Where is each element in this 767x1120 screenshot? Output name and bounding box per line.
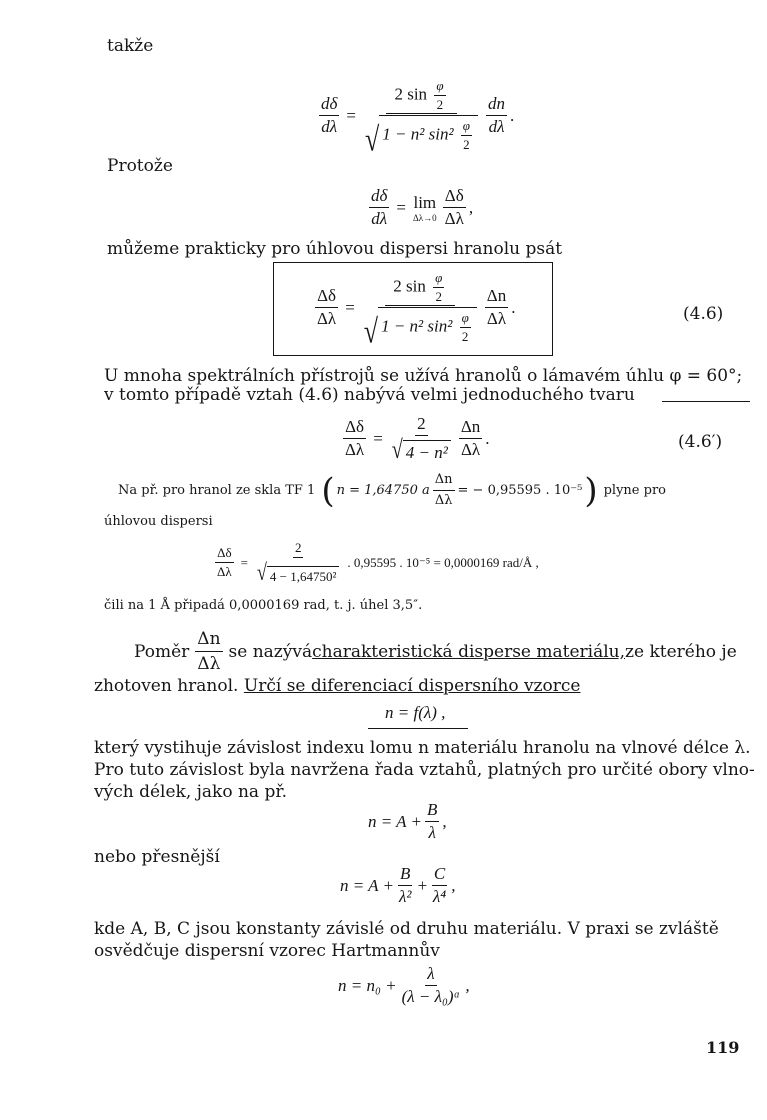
equation-1: $\frac{d\delta}{d\lambda}$ = 2 sin $\frac{\varphi}{2}$ √ 1 − n² sin² $\frac{\varphi}{2}$ $\frac{dn}{d\lambda}$ . <box>321 78 515 159</box>
equation-5: $\frac{\Delta\delta}{\Delta\lambda}$ = 2 √ 4 − 1,64750² . 0,95595 . 10⁻⁵ = 0,0000169 rad/Å , <box>217 540 539 585</box>
equation-9: n = n₀ + $\frac{\lambda}{\text{(λ − λ₀)ᵅ}}$ , <box>338 964 470 1006</box>
margin-mark-line <box>662 401 750 402</box>
text-na-pr-line: Na př. pro hranol ze skla TF 1 ( n = 1,64750 a $\frac{\Delta n}{\Delta\lambda}$ = − 0,95595 . 10⁻⁵ ) plyne pro <box>118 470 666 511</box>
equation-6-underline <box>368 728 468 729</box>
text-protoze: Protože <box>107 156 173 176</box>
equation-7: n = A + $\frac{B}{\lambda}$ , <box>368 800 447 842</box>
text-ktery-line2: Pro tuto závislost byla navržena řada vztahů, platných pro určité obory vlno- <box>94 760 755 780</box>
text-uhlovou: úhlovou dispersi <box>104 514 213 529</box>
eq1-sqrt: √ 1 − n² sin² $\frac{\varphi}{2}$ <box>365 115 478 153</box>
equation-4: $\frac{\Delta\delta}{\Delta\lambda}$ = 2 √ 4 − n² $\frac{\Delta n}{\Delta\lambda}$ . <box>345 414 490 465</box>
text-ktery-line3: vých délek, jako na př. <box>94 782 288 802</box>
text-u-mnoha-line1: U mnoha spektrálních přístrojů se užívá hranolů o lámavém úhlu φ = 60°; <box>104 366 743 386</box>
text-cili: čili na 1 Å připadá 0,0000169 rad, t. j. úhel 3,5″. <box>104 598 423 613</box>
equation-8: n = A + $\frac{B}{\text{λ²}}$ + $\frac{C}{\text{λ⁴}}$ , <box>340 864 456 906</box>
equation-3-label: (4.6) <box>683 304 724 324</box>
eq1-rhs-fraction: $\frac{dn}{d\lambda}$ <box>488 94 505 136</box>
text-u-mnoha-line2: v tomto případě vztah (4.6) nabývá velmi jednoduchého tvaru <box>104 385 635 405</box>
pomer-fraction: $\frac{\Delta n}{\Delta\lambda}$ <box>197 629 221 674</box>
text-nebo: nebo přesnější <box>94 847 220 867</box>
equation-3: $\frac{\Delta\delta}{\Delta\lambda}$ = 2 sin $\frac{\varphi}{2}$ √ 1 − n² sin² $\frac{\varphi}{2}$ $\frac{\Delta n}{\Delta\lambda}$ . <box>317 270 516 351</box>
text-kde-line2: osvědčuje dispersní vzorec Hartmannův <box>94 941 440 961</box>
equation-4-label: (4.6′) <box>678 432 723 452</box>
equation-2: $\frac{d\delta}{d\lambda}$ = lim Δλ→0 $\frac{\Delta\delta}{\Delta\lambda}$ , <box>371 186 474 228</box>
page-number: 119 <box>706 1038 740 1057</box>
text-zhotoven-line: zhotoven hranol. Určí se diferenciací dispersního vzorce <box>94 676 581 696</box>
text-muzeme: můžeme prakticky pro úhlovou dispersi hranolu psát <box>107 239 563 259</box>
eq2-limit: lim Δλ→0 <box>413 192 437 223</box>
eq1-main-fraction: 2 sin $\frac{\varphi}{2}$ √ 1 − n² sin² $\frac{\varphi}{2}$ <box>363 78 480 153</box>
text-kde-line1: kde A, B, C jsou konstanty závislé od druhu materiálu. V praxi se zvláště <box>94 919 719 939</box>
equation-6: n = f(λ) , <box>385 703 446 722</box>
text-takze: takže <box>107 36 154 56</box>
text-ktery-line1: který vystihuje závislost indexu lomu n materiálu hranolu na vlnové délce λ. <box>94 738 751 758</box>
text-pomer-line: Poměr $\frac{\Delta n}{\Delta\lambda}$ se nazývá charakteristická disperse materiálu, ze kterého je <box>134 629 737 674</box>
eq1-lhs-fraction: $\frac{d\delta}{d\lambda}$ <box>321 94 338 136</box>
